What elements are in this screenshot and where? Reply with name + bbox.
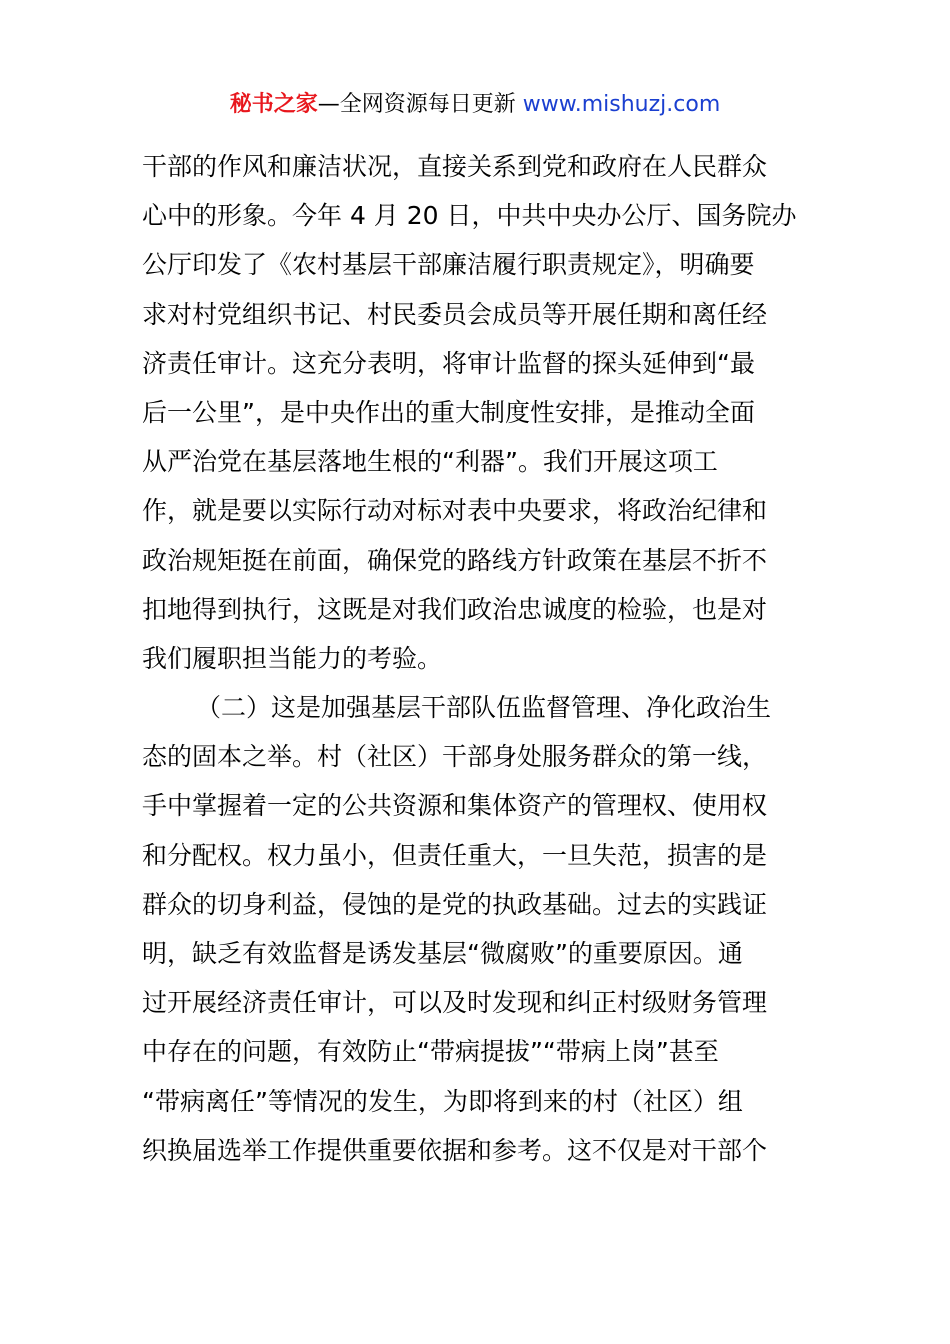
body-line: 明，缺乏有效监督是诱发基层“微腐败”的重要原因。通: [142, 939, 743, 968]
body-line: 过开展经济责任审计，可以及时发现和纠正村级财务管理: [142, 988, 768, 1018]
body-line: 济责任审计。这充分表明，将审计监督的探头延伸到“最: [142, 348, 755, 378]
document-body: [142, 142, 812, 1175]
page-header: [0, 88, 950, 122]
body-line: 群众的切身利益，侵蚀的是党的执政基础。过去的实践证: [142, 889, 768, 919]
body-line: 手中掌握着一定的公共资源和集体资产的管理权、使用权: [142, 791, 768, 821]
body-line: 从严治党在基层落地生根的“利器”。我们开展这项工: [142, 447, 718, 477]
section-heading-line: （二）这是加强基层干部队伍监督管理、净化政治生: [196, 693, 772, 723]
body-line: 态的固本之举。村（社区）干部身处服务群众的第一线，: [142, 742, 768, 772]
body-line: “带病离任”等情况的发生，为即将到来的村（社区）组: [142, 1086, 743, 1116]
body-line: 后一公里”，是中央作出的重大制度性安排，是推动全面: [142, 397, 755, 427]
body-line: 中存在的问题，有效防止“带病提拔”“带病上岗”甚至: [142, 1037, 719, 1067]
site-url: www.mishuzj.com: [522, 92, 721, 117]
body-line: 我们履职担当能力的考验。: [142, 643, 443, 673]
body-line: 扣地得到执行，这既是对我们政治忠诚度的检验，也是对: [142, 594, 768, 624]
brand-name: 秘书之家: [229, 92, 318, 117]
body-line: 公厅印发了《农村基层干部廉洁履行职责规定》，明确要: [142, 250, 755, 280]
body-line: 求对村党组织书记、村民委员会成员等开展任期和离任经: [142, 299, 768, 329]
header-tagline: —全网资源每日更新: [317, 92, 523, 117]
body-line: 织换届选举工作提供重要依据和参考。这不仅是对干部个: [142, 1135, 768, 1165]
body-line: 和分配权。权力虽小，但责任重大，一旦失范，损害的是: [142, 840, 768, 870]
body-line: 心中的形象。今年 4 月 20 日，中共中央办公厅、国务院办: [142, 201, 797, 231]
body-line: 政治规矩挺在前面，确保党的路线方针政策在基层不折不: [142, 545, 768, 575]
body-line: 干部的作风和廉洁状况，直接关系到党和政府在人民群众: [142, 152, 768, 181]
body-line: 作，就是要以实际行动对标对表中央要求，将政治纪律和: [142, 496, 768, 526]
